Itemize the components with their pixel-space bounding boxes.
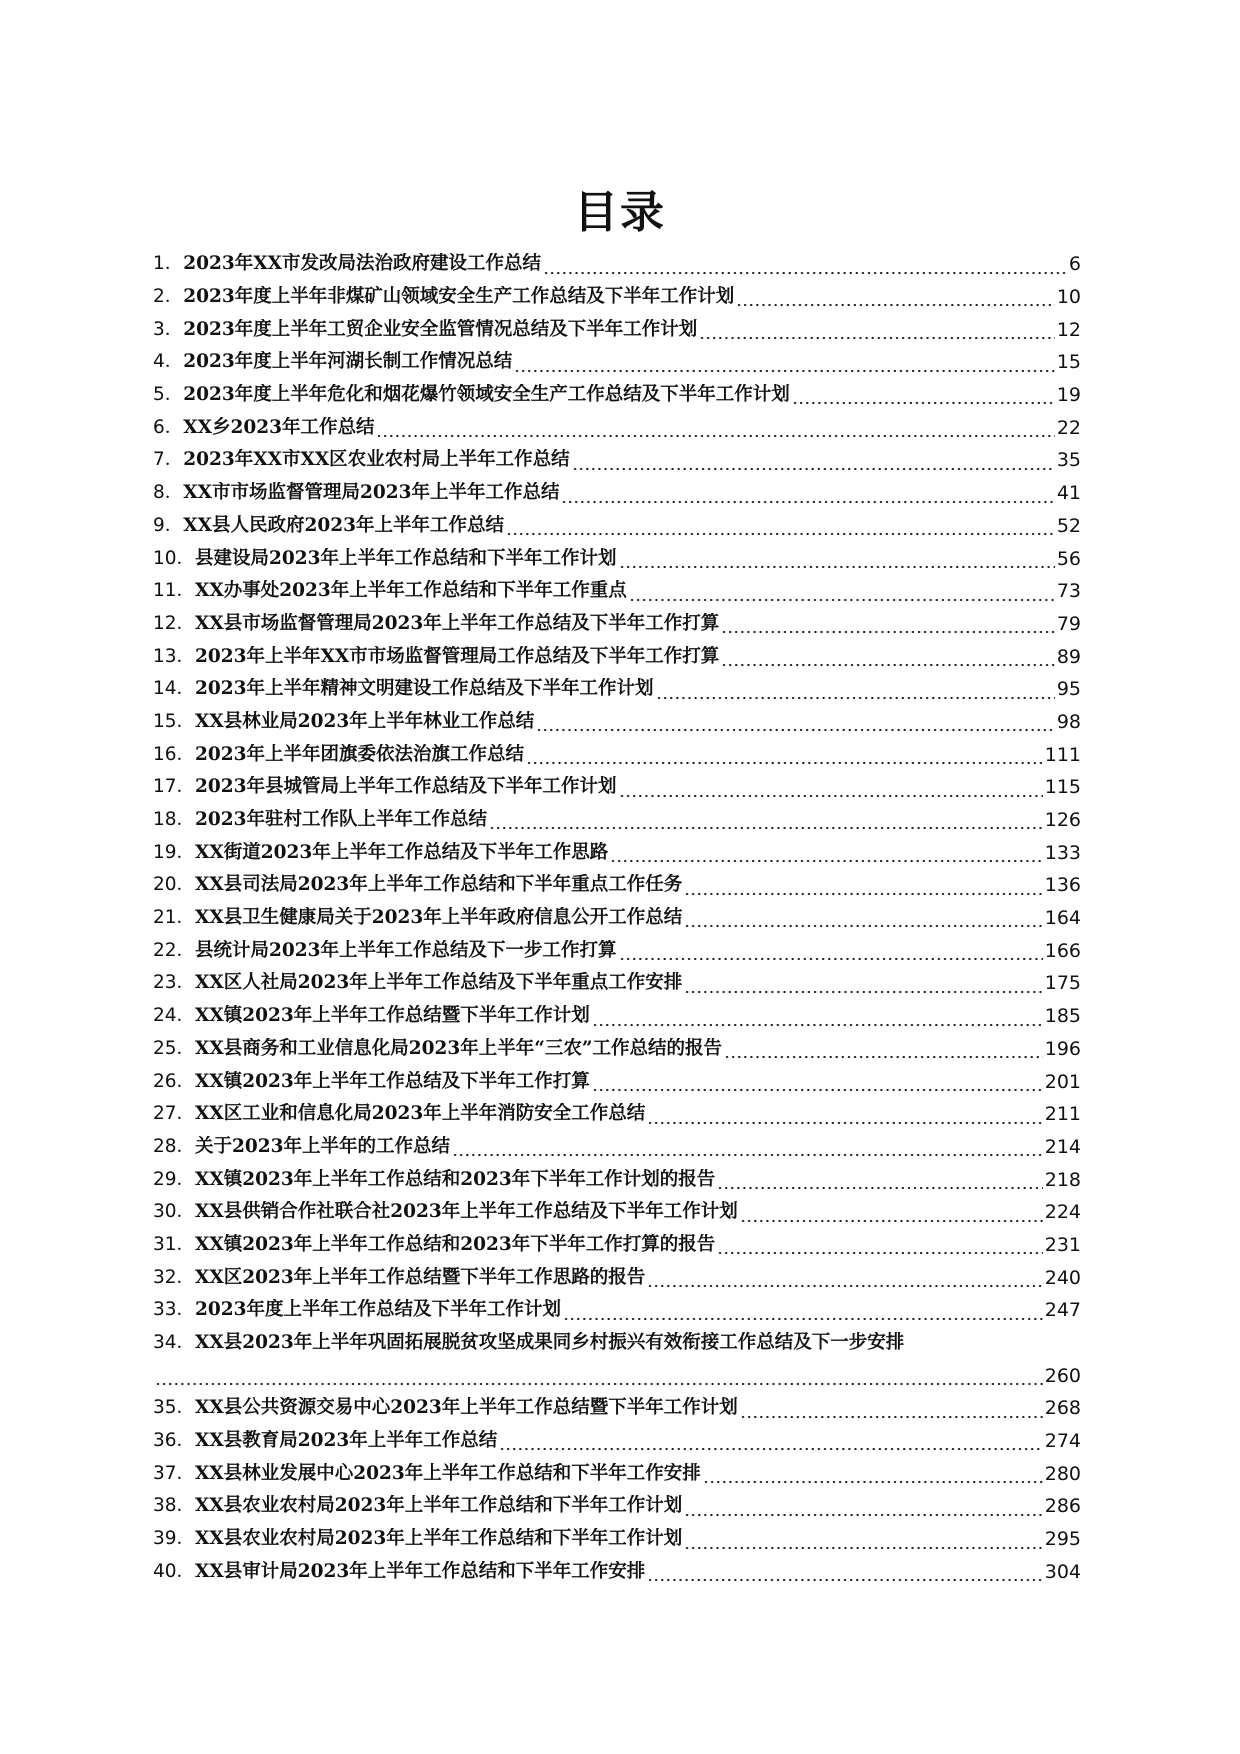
toc-entry[interactable]	[153, 771, 1081, 804]
toc-entry-title: 2023年度上半年危化和烟花爆竹领域安全生产工作总结及下半年工作计划	[183, 384, 790, 406]
toc-dot-leader	[684, 990, 1042, 994]
toc-entry-title: 2023年度上半年工作总结及下半年工作计划	[195, 1299, 562, 1321]
toc-entry-page-number: 111	[1044, 743, 1081, 766]
toc-entry-page-number: 247	[1044, 1299, 1081, 1322]
toc-entry-page-number: 175	[1044, 972, 1081, 995]
toc-entry-number: 20．	[153, 874, 196, 896]
toc-entry-page-number: 164	[1044, 907, 1081, 930]
toc-entry-page-number: 79	[1056, 612, 1081, 635]
toc-entry-page-number: 133	[1044, 841, 1081, 864]
toc-entry-page-number: 95	[1056, 678, 1081, 701]
toc-entry-number: 8．	[153, 482, 184, 504]
toc-entry-number: 29．	[153, 1168, 196, 1190]
toc-entry-title: 2023年县城管局上半年工作总结及下半年工作计划	[195, 776, 617, 798]
toc-dot-leader	[740, 1219, 1043, 1223]
toc-dot-leader	[563, 1317, 1043, 1321]
toc-entry[interactable]	[153, 1131, 1081, 1164]
toc-entry-page-number: 286	[1044, 1495, 1081, 1518]
toc-entry[interactable]	[153, 542, 1081, 575]
toc-entry[interactable]	[153, 510, 1081, 543]
toc-dot-leader	[703, 1480, 1043, 1484]
table-of-contents	[153, 248, 1081, 1588]
toc-entry-title: XX县供销合作社联合社2023年上半年工作总结及下半年工作计划	[195, 1201, 738, 1223]
toc-dot-leader	[619, 794, 1043, 798]
toc-dot-leader	[619, 565, 1055, 569]
toc-entry[interactable]	[153, 902, 1081, 935]
toc-entry-number: 39．	[153, 1528, 196, 1550]
toc-entry[interactable]	[153, 444, 1081, 477]
toc-entry-page-number: 260	[1044, 1364, 1081, 1387]
toc-entry-title: XX县司法局2023年上半年工作总结和下半年重点工作任务	[195, 874, 683, 896]
toc-dot-leader	[721, 630, 1055, 634]
toc-entry-page-number: 274	[1044, 1430, 1081, 1453]
toc-entry-title: XX街道2023年上半年工作总结及下半年工作思路	[195, 841, 609, 863]
toc-entry-title: 2023年上半年XX市市场监督管理局工作总结及下半年工作打算	[195, 645, 720, 667]
toc-dot-leader	[592, 1088, 1043, 1092]
toc-entry-title: XX县农业农村局2023年上半年工作总结和下半年工作计划	[195, 1528, 683, 1550]
toc-entry-title: 2023年XX市发改局法治政府建设工作总结	[183, 253, 541, 275]
toc-entry[interactable]	[153, 1327, 1081, 1392]
toc-entry-page-number: 201	[1044, 1070, 1081, 1093]
toc-entry[interactable]	[153, 1196, 1081, 1229]
toc-entry[interactable]	[153, 1457, 1081, 1490]
toc-entry[interactable]	[153, 640, 1081, 673]
toc-entry-page-number: 268	[1044, 1397, 1081, 1420]
toc-entry[interactable]	[153, 1065, 1081, 1098]
toc-entry-number: 10．	[153, 547, 196, 569]
toc-entry-number: 9．	[153, 514, 184, 536]
toc-entry-page-number: 115	[1044, 776, 1081, 799]
toc-dot-leader	[526, 761, 1043, 765]
toc-entry-number: 22．	[153, 939, 196, 961]
toc-entry-page-number: 89	[1056, 645, 1081, 668]
toc-entry[interactable]	[153, 477, 1081, 510]
toc-entry-page-number: 126	[1044, 809, 1081, 832]
toc-entry-number: 16．	[153, 743, 196, 765]
toc-entry-number: 4．	[153, 351, 184, 373]
toc-entry-page-number: 22	[1056, 416, 1081, 439]
toc-entry-title: XX县人民政府2023年上半年工作总结	[183, 514, 504, 536]
toc-entry-number: 3．	[153, 318, 184, 340]
toc-entry-title: XX县商务和工业信息化局2023年上半年“三农”工作总结的报告	[195, 1037, 723, 1059]
toc-dot-leader	[619, 957, 1043, 961]
toc-entry-title: XX县农业农村局2023年上半年工作总结和下半年工作计划	[195, 1495, 683, 1517]
toc-dot-leader	[647, 1284, 1042, 1288]
toc-entry-page-number: 10	[1056, 286, 1081, 309]
toc-dot-leader	[592, 1023, 1043, 1027]
toc-entry-title: XX镇2023年上半年工作总结暨下半年工作计划	[195, 1005, 590, 1027]
toc-entry[interactable]	[153, 379, 1081, 412]
toc-entry[interactable]	[153, 673, 1081, 706]
toc-dot-leader	[610, 859, 1042, 863]
toc-entry-number: 23．	[153, 972, 196, 994]
toc-entry-title: 2023年驻村工作队上半年工作总结	[195, 809, 488, 831]
toc-dot-leader	[684, 924, 1042, 928]
toc-entry[interactable]	[153, 346, 1081, 379]
toc-entry[interactable]	[153, 1098, 1081, 1131]
toc-entry-number: 1．	[153, 253, 184, 275]
toc-entry-title: 2023年度上半年工贸企业安全监管情况总结及下半年工作计划	[183, 318, 698, 340]
toc-entry-title: XX乡2023年工作总结	[183, 416, 375, 438]
toc-entry[interactable]	[153, 1294, 1081, 1327]
toc-dot-leader	[452, 1153, 1043, 1157]
toc-dot-leader	[543, 271, 1067, 275]
toc-entry-number: 28．	[153, 1135, 196, 1157]
toc-entry-title: XX镇2023年上半年工作总结及下半年工作打算	[195, 1070, 590, 1092]
toc-entry-title: 县建设局2023年上半年工作总结和下半年工作计划	[195, 547, 617, 569]
toc-entry-title: XX区人社局2023年上半年工作总结及下半年重点工作安排	[195, 972, 683, 994]
toc-entry-page-number: 214	[1044, 1135, 1081, 1158]
toc-entry-number: 37．	[153, 1462, 196, 1484]
toc-dot-leader	[536, 728, 1055, 732]
toc-entry-number: 21．	[153, 907, 196, 929]
toc-entry-number: 34．	[153, 1332, 196, 1354]
toc-entry-number: 7．	[153, 449, 184, 471]
toc-dot-leader	[656, 696, 1055, 700]
toc-entry-title: XX县林业局2023年上半年林业工作总结	[195, 710, 535, 732]
toc-entry-title: XX县教育局2023年上半年工作总结	[195, 1430, 498, 1452]
toc-dot-leader	[572, 467, 1055, 471]
toc-entry[interactable]	[153, 706, 1081, 739]
toc-dot-leader	[561, 500, 1054, 504]
toc-entry-page-number: 15	[1056, 351, 1081, 374]
toc-dot-leader	[647, 1578, 1042, 1582]
toc-entry-number: 15．	[153, 710, 196, 732]
toc-entry-number: 26．	[153, 1070, 196, 1092]
toc-entry-number: 30．	[153, 1201, 196, 1223]
toc-entry-number: 27．	[153, 1103, 196, 1125]
toc-entry-page-number: 295	[1044, 1528, 1081, 1551]
toc-entry[interactable]	[153, 967, 1081, 1000]
toc-entry[interactable]	[153, 1261, 1081, 1294]
toc-entry-number: 25．	[153, 1037, 196, 1059]
toc-entry[interactable]	[153, 1229, 1081, 1262]
toc-entry-title: 关于2023年上半年的工作总结	[195, 1135, 451, 1157]
toc-entry-number: 13．	[153, 645, 196, 667]
toc-entry[interactable]	[153, 1490, 1081, 1523]
toc-dot-leader	[792, 401, 1055, 405]
toc-dot-leader	[499, 1447, 1042, 1451]
toc-entry-page-number: 35	[1056, 449, 1081, 472]
toc-entry-number: 2．	[153, 286, 184, 308]
toc-entry-number: 12．	[153, 612, 196, 634]
toc-entry-page-number: 196	[1044, 1037, 1081, 1060]
toc-dot-leader	[506, 532, 1055, 536]
toc-entry-number: 6．	[153, 416, 184, 438]
toc-entry[interactable]	[153, 1556, 1081, 1589]
toc-entry-title: XX县审计局2023年上半年工作总结和下半年工作安排	[195, 1560, 646, 1582]
toc-dot-leader	[721, 663, 1055, 667]
toc-entry[interactable]	[153, 248, 1081, 281]
toc-entry-title: 2023年上半年精神文明建设工作总结及下半年工作计划	[195, 678, 654, 700]
toc-entry-number: 11．	[153, 580, 196, 602]
toc-entry-number: 33．	[153, 1299, 196, 1321]
toc-entry-number: 5．	[153, 384, 184, 406]
toc-dot-leader	[717, 1251, 1042, 1255]
toc-entry-page-number: 166	[1044, 939, 1081, 962]
toc-entry-title: XX区2023年上半年工作总结暨下半年工作思路的报告	[195, 1266, 646, 1288]
toc-entry-number: 38．	[153, 1495, 196, 1517]
toc-entry-page-number: 56	[1056, 547, 1081, 570]
toc-entry-page-number: 224	[1044, 1201, 1081, 1224]
toc-entry-number: 36．	[153, 1430, 196, 1452]
toc-entry-page-number: 185	[1044, 1005, 1081, 1028]
toc-entry-title: XX县市场监督管理局2023年上半年工作总结及下半年工作打算	[195, 612, 720, 634]
toc-entry[interactable]	[153, 869, 1081, 902]
toc-entry-page-number: 231	[1044, 1233, 1081, 1256]
toc-dot-leader	[489, 826, 1043, 830]
toc-entry-page-number: 280	[1044, 1462, 1081, 1485]
toc-entry-title: 2023年XX市XX区农业农村局上半年工作总结	[183, 449, 570, 471]
toc-entry-page-number: 211	[1044, 1103, 1081, 1126]
toc-entry-title: 2023年上半年团旗委依法治旗工作总结	[195, 743, 525, 765]
toc-dot-leader	[155, 1382, 1043, 1386]
toc-entry-number: 17．	[153, 776, 196, 798]
toc-dot-leader	[717, 1186, 1042, 1190]
toc-entry[interactable]	[153, 608, 1081, 641]
toc-entry-number: 35．	[153, 1397, 196, 1419]
toc-entry[interactable]	[153, 313, 1081, 346]
toc-entry-title: XX县卫生健康局关于2023年上半年政府信息公开工作总结	[195, 907, 683, 929]
toc-entry-page-number: 73	[1056, 580, 1081, 603]
toc-entry-title: XX办事处2023年上半年工作总结和下半年工作重点	[195, 580, 627, 602]
toc-entry-number: 31．	[153, 1233, 196, 1255]
toc-entry-title: XX县2023年上半年巩固拓展脱贫攻坚成果同乡村振兴有效衔接工作总结及下一步安排	[195, 1332, 905, 1354]
toc-entry-page-number: 19	[1056, 384, 1081, 407]
toc-entry[interactable]	[153, 1425, 1081, 1458]
toc-dot-leader	[724, 1055, 1043, 1059]
toc-entry[interactable]	[153, 575, 1081, 608]
toc-dot-leader	[684, 1513, 1042, 1517]
toc-entry-page-number: 12	[1056, 318, 1081, 341]
toc-entry[interactable]	[153, 1392, 1081, 1425]
toc-entry[interactable]	[153, 1163, 1081, 1196]
toc-entry-title: XX县林业发展中心2023年上半年工作总结和下半年工作安排	[195, 1462, 701, 1484]
toc-dot-leader	[699, 336, 1055, 340]
toc-entry-number: 40．	[153, 1560, 196, 1582]
toc-dot-leader	[629, 598, 1055, 602]
toc-entry[interactable]	[153, 934, 1081, 967]
toc-entry-number: 24．	[153, 1005, 196, 1027]
toc-entry[interactable]	[153, 1000, 1081, 1033]
toc-dot-leader	[376, 434, 1054, 438]
toc-entry-title: XX市市场监督管理局2023年上半年工作总结	[183, 482, 560, 504]
toc-entry-title: XX镇2023年上半年工作总结和2023年下半年工作计划的报告	[195, 1168, 716, 1190]
toc-entry[interactable]	[153, 281, 1081, 314]
toc-entry-title: 2023年度上半年河湖长制工作情况总结	[183, 351, 513, 373]
toc-entry-page-number: 41	[1056, 482, 1081, 505]
toc-entry[interactable]	[153, 738, 1081, 771]
toc-dot-leader	[740, 1415, 1043, 1419]
toc-entry-page-number: 98	[1056, 710, 1081, 733]
toc-entry-number: 19．	[153, 841, 196, 863]
toc-entry[interactable]	[153, 804, 1081, 837]
toc-entry-title: 2023年度上半年非煤矿山领域安全生产工作总结及下半年工作计划	[183, 286, 735, 308]
toc-entry-page-number: 218	[1044, 1168, 1081, 1191]
toc-dot-leader	[736, 303, 1055, 307]
toc-dot-leader	[684, 1546, 1042, 1550]
toc-entry[interactable]	[153, 836, 1081, 869]
toc-dot-leader	[684, 892, 1042, 896]
toc-entry[interactable]	[153, 1033, 1081, 1066]
toc-entry-number: 18．	[153, 809, 196, 831]
toc-entry-page-number: 52	[1056, 514, 1081, 537]
toc-entry-page-number: 240	[1044, 1266, 1081, 1289]
toc-entry-number: 14．	[153, 678, 196, 700]
toc-entry-title: 县统计局2023年上半年工作总结及下一步工作打算	[195, 939, 617, 961]
toc-entry-title: XX镇2023年上半年工作总结和2023年下半年工作打算的报告	[195, 1233, 716, 1255]
toc-entry-page-number: 6	[1068, 253, 1081, 276]
page-title: 目录	[574, 187, 666, 238]
toc-entry-title: XX县公共资源交易中心2023年上半年工作总结暨下半年工作计划	[195, 1397, 738, 1419]
toc-entry[interactable]	[153, 1523, 1081, 1556]
toc-entry[interactable]	[153, 411, 1081, 444]
toc-entry-page-number: 304	[1044, 1560, 1081, 1583]
toc-entry-title: XX区工业和信息化局2023年上半年消防安全工作总结	[195, 1103, 646, 1125]
toc-dot-leader	[647, 1121, 1042, 1125]
toc-entry-number: 32．	[153, 1266, 196, 1288]
toc-entry-page-number: 136	[1044, 874, 1081, 897]
toc-dot-leader	[514, 369, 1055, 373]
